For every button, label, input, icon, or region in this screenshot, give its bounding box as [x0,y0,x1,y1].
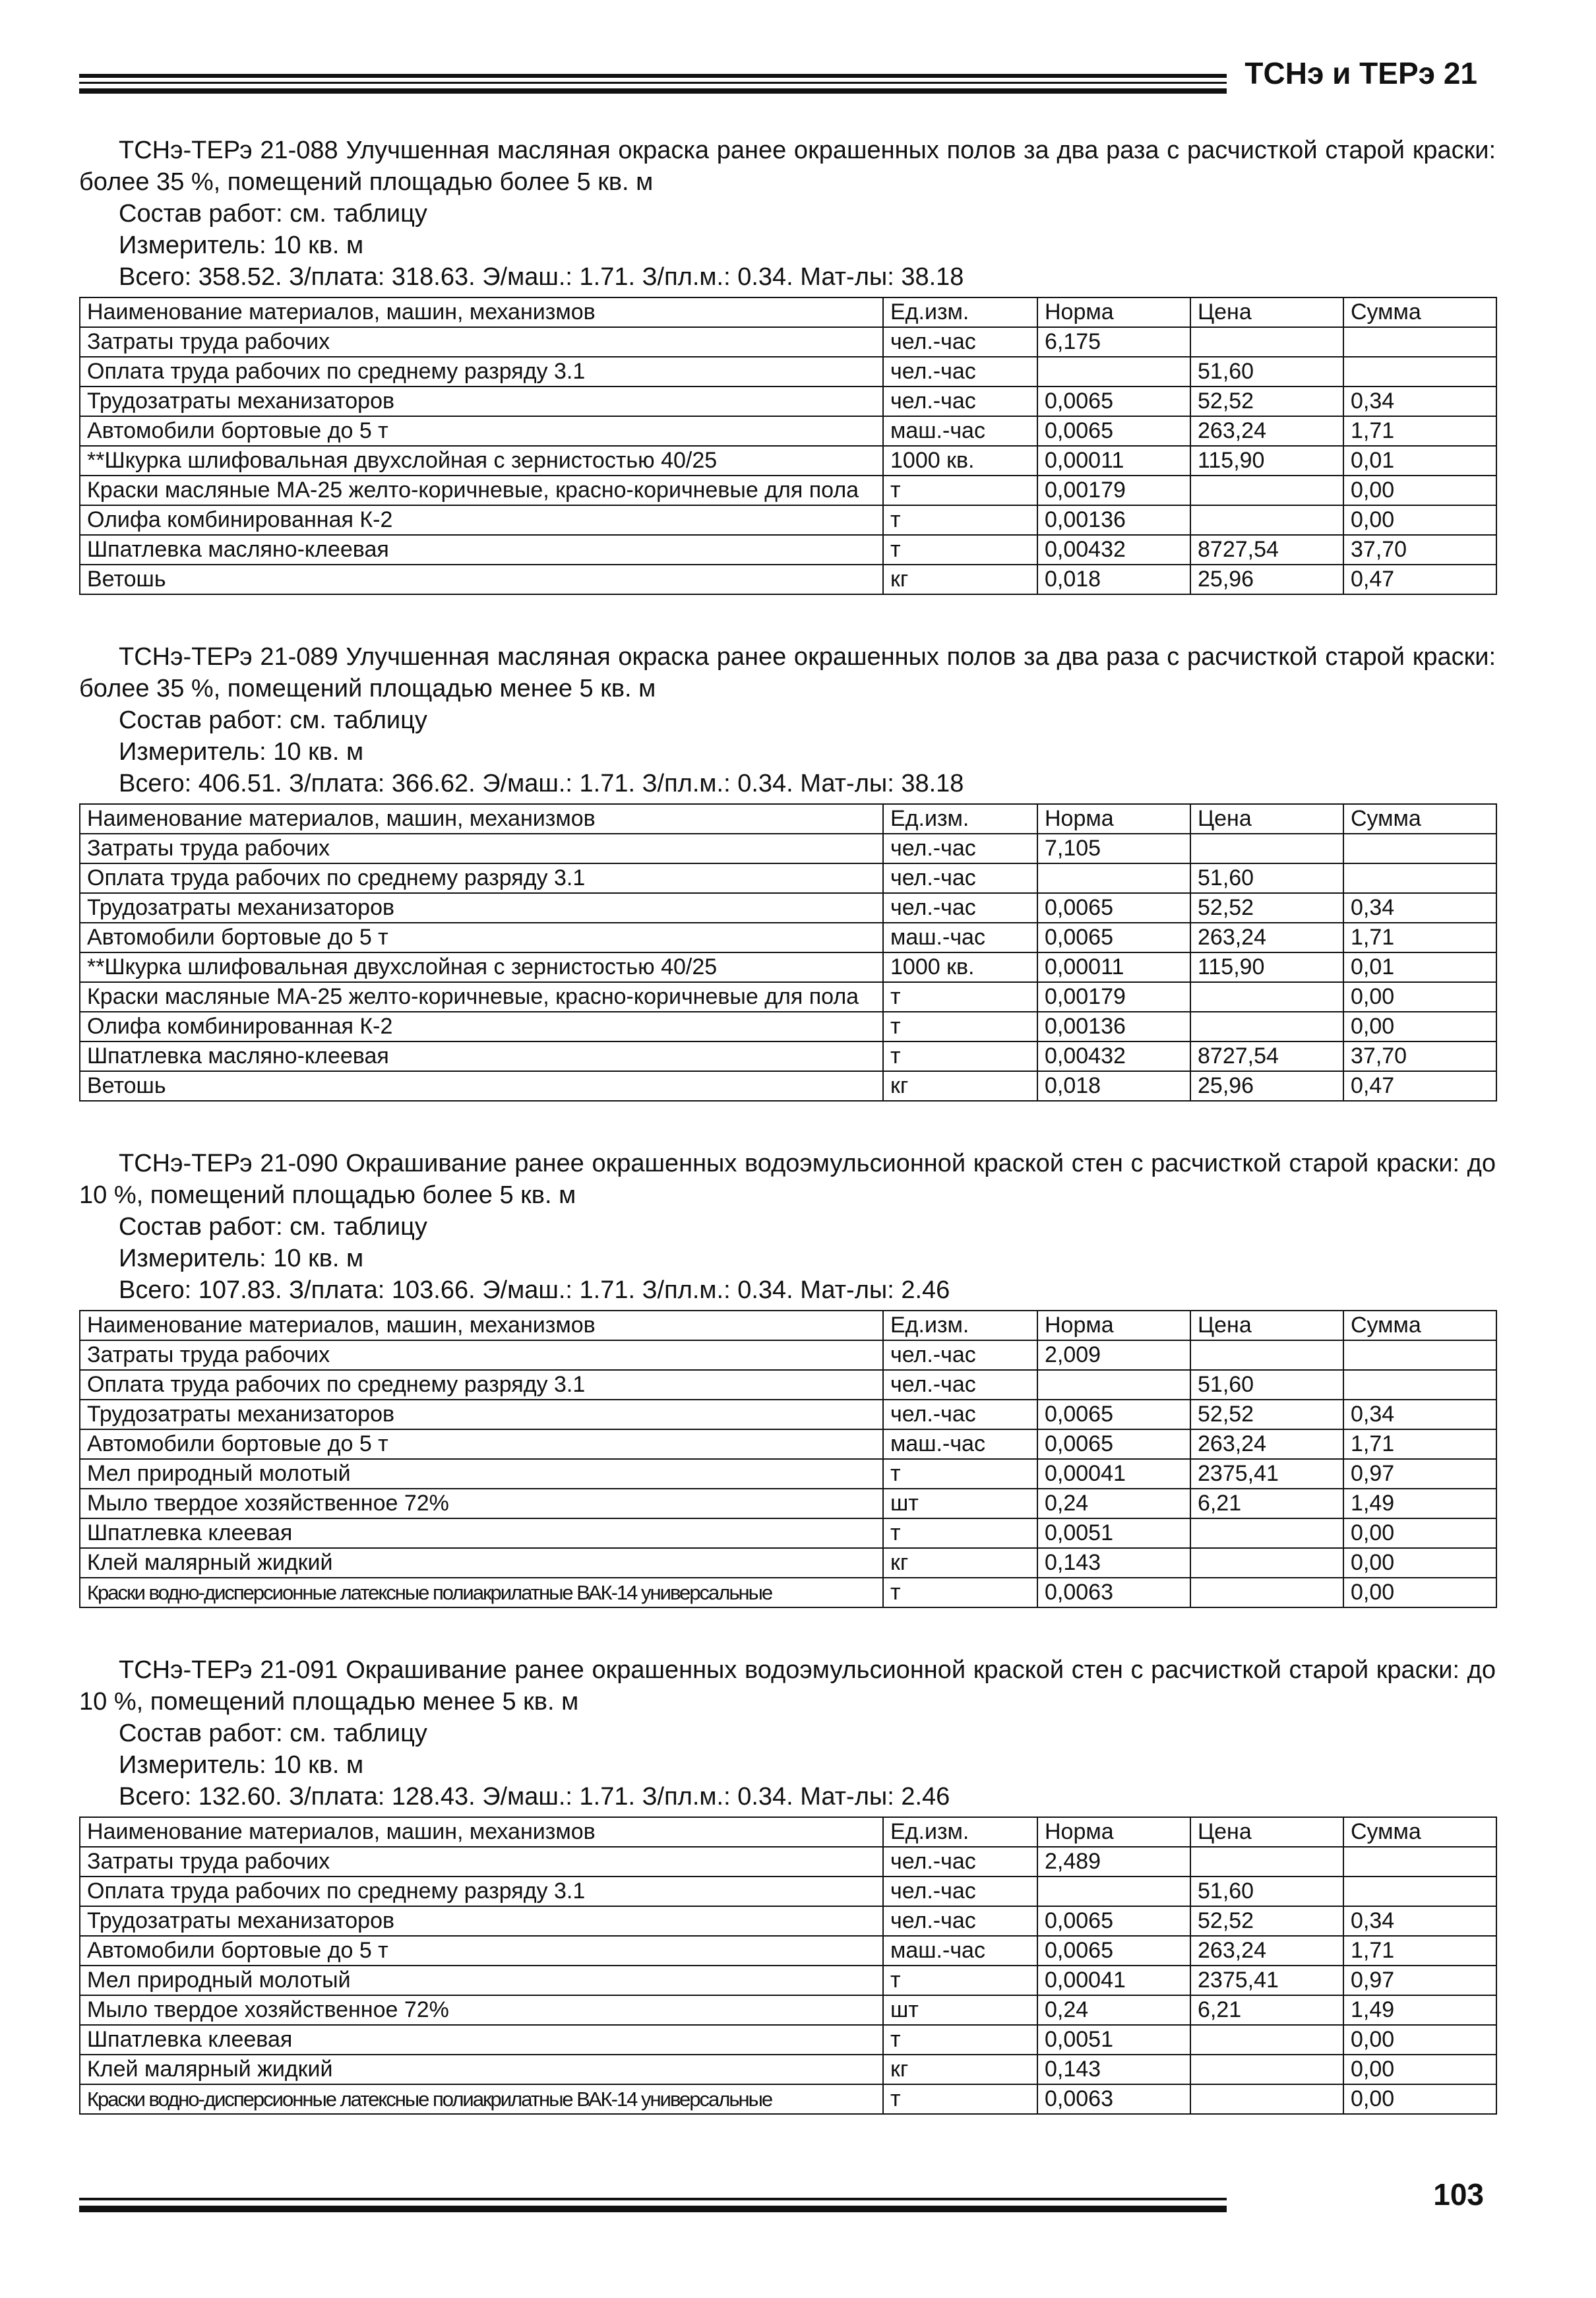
table-row [80,505,1496,535]
table-cell [1190,982,1343,1012]
running-header: ТСНэ и ТЕРэ 21 [1244,56,1477,90]
table-cell: 1,71 [1343,1936,1496,1966]
table-cell: чел.-час [883,893,1037,923]
table-cell: чел.-час [883,1906,1037,1936]
table-cell: Автомобили бортовые до 5 т [80,923,883,952]
table-cell: кг [883,1071,1037,1101]
table-cell [1037,1370,1190,1400]
table-cell: 0,00179 [1037,476,1190,505]
column-header: Наименование материалов, машин, механизмов [80,297,883,327]
table-cell [1190,1518,1343,1548]
table-cell: чел.-час [883,1847,1037,1877]
table-cell: Олифа комбинированная К-2 [80,1012,883,1041]
table-cell: Трудозатраты механизаторов [80,387,883,416]
table-cell: чел.-час [883,863,1037,893]
table-cell: 52,52 [1190,893,1343,923]
table-cell: 263,24 [1190,923,1343,952]
measure-unit: Измеритель: 10 кв. м [119,1245,364,1272]
header-rule [79,82,1227,84]
table-cell: чел.-час [883,1370,1037,1400]
table-cell: 7,105 [1037,834,1190,863]
table-cell: 0,34 [1343,387,1496,416]
table-cell: 0,0065 [1037,387,1190,416]
column-header: Сумма [1343,1311,1496,1340]
table-cell [1190,476,1343,505]
table-cell [1190,2055,1343,2084]
table-cell: 0,01 [1343,952,1496,982]
table-row [80,952,1496,982]
table-cell: т [883,2084,1037,2114]
table-row [80,1936,1496,1966]
table-cell: Краски масляные МА-25 желто-коричневые, красно-коричневые для пола [80,982,883,1012]
column-header: Норма [1037,1311,1190,1340]
table-cell: 1,71 [1343,923,1496,952]
table-cell: 0,34 [1343,1906,1496,1936]
table-cell: 8727,54 [1190,1041,1343,1071]
table-cell: 6,21 [1190,1489,1343,1518]
column-header: Наименование материалов, машин, механизмов [80,1817,883,1847]
table-cell [1343,1340,1496,1370]
table-cell: 52,52 [1190,1400,1343,1429]
table-cell: шт [883,1489,1037,1518]
table-cell: 0,00 [1343,1518,1496,1548]
footer-rule [79,2198,1227,2200]
table-cell: 1,49 [1343,1995,1496,2025]
table-cell: Клей малярный жидкий [80,2055,883,2084]
table-cell: т [883,1966,1037,1995]
table-cell: Трудозатраты механизаторов [80,1906,883,1936]
column-header: Сумма [1343,804,1496,834]
table-row [80,416,1496,446]
table-row [80,535,1496,565]
table-cell: Шпатлевка масляно-клеевая [80,1041,883,1071]
table-cell: Оплата труда рабочих по среднему разряду 3.1 [80,863,883,893]
table-row [80,565,1496,594]
table-cell: Олифа комбинированная К-2 [80,505,883,535]
table-cell: Краски водно-дисперсионные латексные полиакрилатные ВАК-14 универсальные [80,2084,883,2114]
table-row [80,1518,1496,1548]
table-cell: т [883,1012,1037,1041]
table-cell: чел.-час [883,834,1037,863]
table-cell: 1,71 [1343,416,1496,446]
table-cell [1037,357,1190,387]
table-cell [1343,1877,1496,1906]
table-cell: Мыло твердое хозяйственное 72% [80,1995,883,2025]
table-cell: 0,0051 [1037,2025,1190,2055]
table-row [80,1578,1496,1607]
table-cell: **Шкурка шлифовальная двухслойная с зернистостью 40/25 [80,446,883,476]
table-cell: 0,00136 [1037,505,1190,535]
table-cell: Автомобили бортовые до 5 т [80,1429,883,1459]
table-cell: 51,60 [1190,357,1343,387]
table-cell: т [883,2025,1037,2055]
table-cell: 0,00 [1343,476,1496,505]
table-row [80,923,1496,952]
table-cell: чел.-час [883,1340,1037,1370]
table-cell: 0,00 [1343,2055,1496,2084]
table-row [80,1548,1496,1578]
table-cell: Трудозатраты механизаторов [80,1400,883,1429]
table-cell: Шпатлевка масляно-клеевая [80,535,883,565]
table-row [80,1071,1496,1101]
table-cell: 0,0063 [1037,1578,1190,1607]
table-row [80,1012,1496,1041]
table-cell: Затраты труда рабочих [80,327,883,357]
table-row [80,327,1496,357]
table-cell: 0,00 [1343,1578,1496,1607]
table-cell: 25,96 [1190,1071,1343,1101]
table-cell: Автомобили бортовые до 5 т [80,1936,883,1966]
table-cell: Затраты труда рабочих [80,1847,883,1877]
footer-rule [79,2206,1227,2212]
table-cell: 0,0065 [1037,1400,1190,1429]
table-cell: кг [883,565,1037,594]
table-cell: т [883,1459,1037,1489]
table-cell: **Шкурка шлифовальная двухслойная с зернистостью 40/25 [80,952,883,982]
table-cell: 0,24 [1037,1489,1190,1518]
work-composition: Состав работ: см. таблицу [119,706,427,734]
measure-unit: Измеритель: 10 кв. м [119,1751,364,1779]
table-cell: 0,47 [1343,1071,1496,1101]
table-row [80,446,1496,476]
norm-table [79,1310,1497,1608]
table-cell: 0,00432 [1037,1041,1190,1071]
table-cell: 0,0065 [1037,416,1190,446]
cost-totals: Всего: 132.60. З/плата: 128.43. Э/маш.: 1.71. З/пл.м.: 0.34. Мат-лы: 2.46 [119,1783,950,1811]
table-cell: Шпатлевка клеевая [80,1518,883,1548]
table-cell: шт [883,1995,1037,2025]
table-cell: Мел природный молотый [80,1459,883,1489]
column-header: Наименование материалов, машин, механизмов [80,1311,883,1340]
table-cell: 115,90 [1190,952,1343,982]
table-cell: Ветошь [80,565,883,594]
column-header: Цена [1190,804,1343,834]
table-cell: 0,00 [1343,2025,1496,2055]
column-header: Цена [1190,1817,1343,1847]
table-cell: 0,01 [1343,446,1496,476]
table-cell: 0,0065 [1037,1906,1190,1936]
table-cell: 0,00 [1343,2084,1496,2114]
table-cell: 0,00432 [1037,535,1190,565]
table-cell: 0,00 [1343,982,1496,1012]
table-cell [1190,505,1343,535]
work-composition: Состав работ: см. таблицу [119,1213,427,1241]
table-cell: 1000 кв. [883,952,1037,982]
section-title: ТСНэ-ТЕРэ 21-091 Окрашивание ранее окрашенных водоэмульсионной краской стен с расчисткой старой краски: до 10 %, помещений площадью менее 5 кв. м [79,1656,1496,1716]
page-number: 103 [1433,2177,1484,2212]
table-cell: 2,009 [1037,1340,1190,1370]
table-cell [1037,1877,1190,1906]
table-cell: 6,21 [1190,1995,1343,2025]
table-cell: 0,34 [1343,893,1496,923]
table-row [80,476,1496,505]
table-cell: 0,00 [1343,505,1496,535]
section-title: ТСНэ-ТЕРэ 21-088 Улучшенная масляная окраска ранее окрашенных полов за два раза с расчисткой старой краски: более 35 %, помещений площадью более 5 кв. м [79,137,1496,196]
table-cell: Краски водно-дисперсионные латексные полиакрилатные ВАК-14 универсальные [80,1578,883,1607]
column-header: Норма [1037,297,1190,327]
column-header: Ед.изм. [883,297,1037,327]
table-cell: 37,70 [1343,535,1496,565]
table-row [80,357,1496,387]
table-cell: 0,47 [1343,565,1496,594]
table-cell [1190,1340,1343,1370]
table-cell: 52,52 [1190,1906,1343,1936]
table-row [80,1966,1496,1995]
norm-table [79,297,1497,595]
table-cell [1190,1548,1343,1578]
table-cell: 0,018 [1037,565,1190,594]
table-cell: Шпатлевка клеевая [80,2025,883,2055]
table-cell: 0,00011 [1037,446,1190,476]
table-cell [1190,1847,1343,1877]
table-row [80,1847,1496,1877]
table-cell: 0,0065 [1037,893,1190,923]
table-cell: Мел природный молотый [80,1966,883,1995]
column-header: Сумма [1343,297,1496,327]
table-row [80,2055,1496,2084]
table-row [80,863,1496,893]
table-row [80,1429,1496,1459]
table-cell: 0,0065 [1037,923,1190,952]
table-cell: 0,0051 [1037,1518,1190,1548]
table-cell: маш.-час [883,1936,1037,1966]
table-cell: 0,0065 [1037,1936,1190,1966]
table-cell: 52,52 [1190,387,1343,416]
table-cell [1343,863,1496,893]
table-cell: 1,71 [1343,1429,1496,1459]
table-cell [1343,357,1496,387]
header-rule [79,74,1227,78]
table-cell: кг [883,1548,1037,1578]
table-cell: т [883,535,1037,565]
table-cell: 37,70 [1343,1041,1496,1071]
table-cell: чел.-час [883,1400,1037,1429]
table-cell: 8727,54 [1190,535,1343,565]
table-cell: 51,60 [1190,1370,1343,1400]
table-header-row [80,804,1496,834]
table-cell: 0,00041 [1037,1966,1190,1995]
table-cell: Ветошь [80,1071,883,1101]
table-cell: чел.-час [883,327,1037,357]
table-cell: 25,96 [1190,565,1343,594]
table-cell: 1,49 [1343,1489,1496,1518]
table-header-row [80,1817,1496,1847]
table-cell [1190,2084,1343,2114]
table-cell: 0,00041 [1037,1459,1190,1489]
table-cell [1190,1012,1343,1041]
table-row [80,834,1496,863]
work-composition: Состав работ: см. таблицу [119,1720,427,1747]
table-cell [1343,1370,1496,1400]
table-row [80,1340,1496,1370]
column-header: Ед.изм. [883,1817,1037,1847]
table-cell: 115,90 [1190,446,1343,476]
table-cell: 51,60 [1190,1877,1343,1906]
table-cell: т [883,982,1037,1012]
table-cell: Затраты труда рабочих [80,1340,883,1370]
table-cell: т [883,505,1037,535]
table-cell: 2375,41 [1190,1966,1343,1995]
table-cell: маш.-час [883,1429,1037,1459]
table-cell: 1000 кв. [883,446,1037,476]
table-cell: 263,24 [1190,416,1343,446]
table-cell: 2375,41 [1190,1459,1343,1489]
table-cell: 6,175 [1037,327,1190,357]
column-header: Наименование материалов, машин, механизмов [80,804,883,834]
cost-totals: Всего: 406.51. З/плата: 366.62. Э/маш.: 1.71. З/пл.м.: 0.34. Мат-лы: 38.18 [119,770,964,797]
table-cell: 0,97 [1343,1966,1496,1995]
table-row [80,2025,1496,2055]
column-header: Цена [1190,1311,1343,1340]
column-header: Ед.изм. [883,1311,1037,1340]
section-title: ТСНэ-ТЕРэ 21-089 Улучшенная масляная окраска ранее окрашенных полов за два раза с расчисткой старой краски: более 35 %, помещений площадью менее 5 кв. м [79,643,1496,702]
table-cell: маш.-час [883,416,1037,446]
table-cell: чел.-час [883,357,1037,387]
column-header: Ед.изм. [883,804,1037,834]
table-cell: Оплата труда рабочих по среднему разряду 3.1 [80,1877,883,1906]
table-row [80,1906,1496,1936]
norm-section-21-091 [79,1654,1496,2115]
table-cell: 0,0063 [1037,2084,1190,2114]
table-cell: т [883,1578,1037,1607]
table-cell [1190,834,1343,863]
measure-unit: Измеритель: 10 кв. м [119,232,364,259]
table-cell: 0,00011 [1037,952,1190,982]
table-cell: Затраты труда рабочих [80,834,883,863]
table-cell [1190,327,1343,357]
table-cell: 0,34 [1343,1400,1496,1429]
table-cell: кг [883,2055,1037,2084]
table-row [80,1041,1496,1071]
norm-section-21-090 [79,1148,1496,1608]
table-cell: 0,00 [1343,1012,1496,1041]
table-cell: т [883,1041,1037,1071]
norm-section-21-088 [79,135,1496,595]
table-cell: 263,24 [1190,1429,1343,1459]
table-cell: Автомобили бортовые до 5 т [80,416,883,446]
table-cell: т [883,476,1037,505]
table-cell: 51,60 [1190,863,1343,893]
table-row [80,1877,1496,1906]
table-cell: чел.-час [883,387,1037,416]
table-cell: 0,00179 [1037,982,1190,1012]
table-row [80,982,1496,1012]
cost-totals: Всего: 358.52. З/плата: 318.63. Э/маш.: 1.71. З/пл.м.: 0.34. Мат-лы: 38.18 [119,263,964,291]
section-title: ТСНэ-ТЕРэ 21-090 Окрашивание ранее окрашенных водоэмульсионной краской стен с расчисткой старой краски: до 10 %, помещений площадью более 5 кв. м [79,1150,1496,1209]
table-header-row [80,1311,1496,1340]
table-cell [1343,327,1496,357]
table-cell: 0,0065 [1037,1429,1190,1459]
table-cell: 0,24 [1037,1995,1190,2025]
norm-table [79,1817,1497,2115]
table-row [80,1459,1496,1489]
table-cell: 0,143 [1037,1548,1190,1578]
table-cell [1190,1578,1343,1607]
norm-section-21-089 [79,641,1496,1102]
table-cell: 263,24 [1190,1936,1343,1966]
table-cell: чел.-час [883,1877,1037,1906]
table-cell: 0,143 [1037,2055,1190,2084]
table-cell [1037,863,1190,893]
table-cell: 0,018 [1037,1071,1190,1101]
table-row [80,1370,1496,1400]
table-cell [1190,2025,1343,2055]
column-header: Цена [1190,297,1343,327]
norm-table [79,803,1497,1102]
table-cell: 2,489 [1037,1847,1190,1877]
table-cell: Оплата труда рабочих по среднему разряду 3.1 [80,357,883,387]
table-cell: т [883,1518,1037,1548]
cost-totals: Всего: 107.83. З/плата: 103.66. Э/маш.: 1.71. З/пл.м.: 0.34. Мат-лы: 2.46 [119,1276,950,1304]
table-cell: 0,97 [1343,1459,1496,1489]
table-cell: Клей малярный жидкий [80,1548,883,1578]
table-cell: Мыло твердое хозяйственное 72% [80,1489,883,1518]
column-header: Сумма [1343,1817,1496,1847]
table-cell [1343,834,1496,863]
table-cell: маш.-час [883,923,1037,952]
table-cell: Оплата труда рабочих по среднему разряду 3.1 [80,1370,883,1400]
column-header: Норма [1037,804,1190,834]
work-composition: Состав работ: см. таблицу [119,200,427,228]
table-cell: 0,00 [1343,1548,1496,1578]
table-header-row [80,297,1496,327]
table-cell: 0,00136 [1037,1012,1190,1041]
table-row [80,387,1496,416]
measure-unit: Измеритель: 10 кв. м [119,738,364,766]
table-cell [1343,1847,1496,1877]
header-rule [79,88,1227,94]
table-row [80,1489,1496,1518]
table-cell: Трудозатраты механизаторов [80,893,883,923]
table-row [80,1995,1496,2025]
table-row [80,893,1496,923]
table-row [80,1400,1496,1429]
table-cell: Краски масляные МА-25 желто-коричневые, красно-коричневые для пола [80,476,883,505]
table-row [80,2084,1496,2114]
column-header: Норма [1037,1817,1190,1847]
